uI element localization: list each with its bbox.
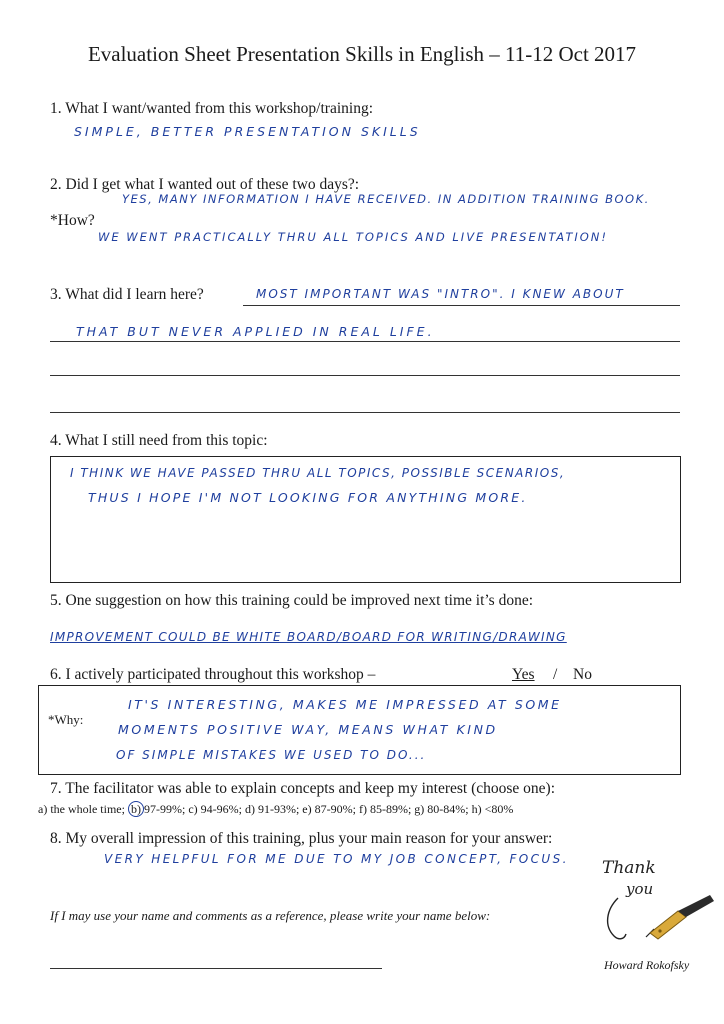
answer-line (50, 375, 680, 376)
question-7: 7. The facilitator was able to explain concepts and keep my interest (choose one): (50, 780, 556, 797)
answer-3-line-2[interactable]: THAT BUT NEVER APPLIED IN REAL LIFE. (76, 324, 435, 339)
answer-1[interactable]: SIMPLE, BETTER PRESENTATION SKILLS (74, 124, 421, 139)
answer-3-line-1[interactable]: MOST IMPORTANT WAS "INTRO". I KNEW ABOUT (256, 287, 625, 301)
answer-line (50, 341, 680, 342)
question-4: 4. What I still need from this topic: (50, 432, 268, 449)
why-label: *Why: (48, 712, 84, 727)
signature-name: Howard Rokofsky (604, 958, 690, 972)
option-d[interactable]: d) 91-93%; (244, 802, 300, 816)
question-6: 6. I actively participated throughout this workshop – (50, 666, 376, 683)
answer-2-line-1[interactable]: YES, MANY INFORMATION I HAVE RECEIVED. IN ADDITION TRAINING BOOK. (122, 192, 650, 206)
option-g[interactable]: g) 80-84%; (414, 802, 469, 816)
answer-5[interactable]: IMPROVEMENT COULD BE WHITE BOARD/BOARD FOR WRITING/DRAWING (50, 630, 567, 644)
answer-line (50, 412, 680, 413)
option-b-range[interactable]: 97-99%; (143, 802, 186, 816)
question-8: 8. My overall impression of this training, plus your main reason for your answer: (50, 830, 553, 847)
answer-2-line-2[interactable]: WE WENT PRACTICALLY THRU ALL TOPICS AND LIVE PRESENTATION! (98, 230, 609, 244)
question-1: 1. What I want/wanted from this workshop/training: (50, 100, 374, 117)
answer-6-line-2: MOMENTS POSITIVE WAY, MEANS WHAT KIND (118, 722, 498, 737)
signature-flourish-icon (600, 896, 630, 944)
fountain-pen-icon (640, 893, 716, 943)
no-option[interactable]: No (573, 666, 592, 683)
rating-options (38, 802, 513, 817)
how-label: *How? (50, 212, 95, 229)
option-b[interactable]: b) (128, 801, 144, 817)
reference-note: If I may use your name and comments as a reference, please write your name below: (50, 908, 491, 923)
question-2: 2. Did I get what I wanted out of these two days?: (50, 176, 360, 193)
option-f[interactable]: f) 85-89%; (358, 802, 412, 816)
option-c[interactable]: c) 94-96%; (188, 802, 242, 816)
option-separator: / (553, 666, 558, 683)
answer-8[interactable]: VERY HELPFUL FOR ME DUE TO MY JOB CONCEPT, FOCUS. (104, 852, 569, 866)
answer-6-line-3: OF SIMPLE MISTAKES WE USED TO DO... (116, 748, 427, 762)
question-3: 3. What did I learn here? (50, 286, 204, 303)
thank-text: Thank (602, 858, 656, 878)
option-h[interactable]: h) <80% (471, 802, 514, 816)
answer-4-line-1: I THINK WE HAVE PASSED THRU ALL TOPICS, POSSIBLE SCENARIOS, (70, 466, 566, 480)
answer-line (243, 305, 680, 306)
question-5: 5. One suggestion on how this training could be improved next time it’s done: (50, 592, 534, 609)
yes-option[interactable]: Yes (512, 666, 535, 683)
you-text: you (626, 880, 654, 898)
answer-6-line-1: IT'S INTERESTING, MAKES ME IMPRESSED AT SOME (128, 697, 562, 712)
answer-4-line-2: THUS I HOPE I'M NOT LOOKING FOR ANYTHING MORE. (88, 490, 528, 505)
page-title: Evaluation Sheet Presentation Skills in English – 11-12 Oct 2017 (87, 42, 637, 66)
name-line[interactable] (50, 968, 382, 969)
option-a[interactable]: a) the whole time; (38, 802, 125, 816)
option-e[interactable]: e) 87-90%; (302, 802, 356, 816)
